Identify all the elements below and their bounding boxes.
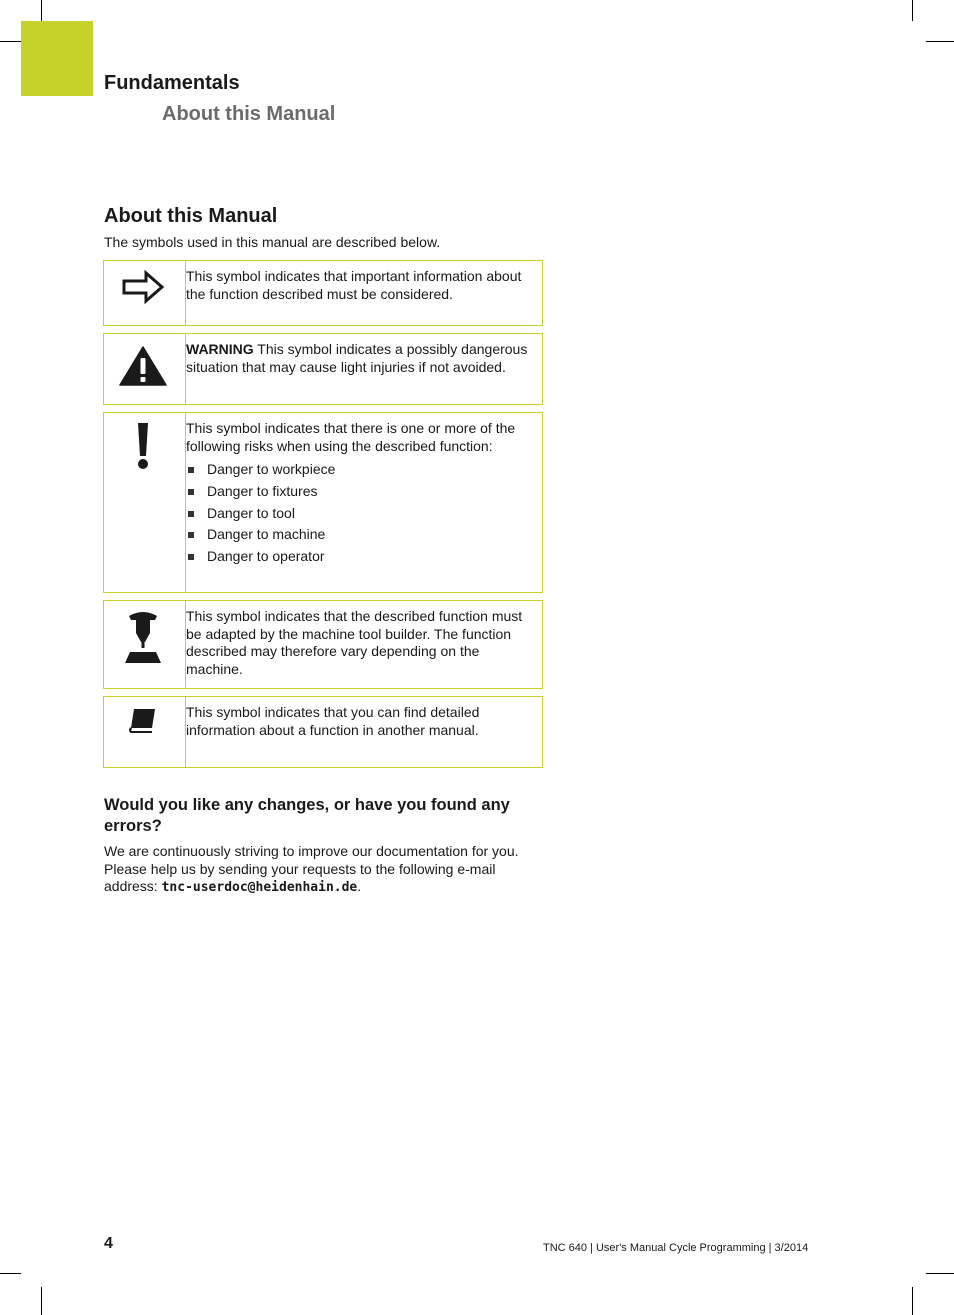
symbol-box-reference xyxy=(103,696,543,768)
bullet-square-icon xyxy=(188,532,194,538)
intro-text: The symbols used in this manual are described below. xyxy=(104,234,441,250)
warning-text: This symbol indicates a possibly dangerous situation that may cause light injuries if not avoided. xyxy=(186,341,528,375)
warning-label: WARNING xyxy=(186,341,254,357)
crop-mark xyxy=(926,1273,954,1274)
symbol-box-risks xyxy=(103,412,543,593)
list-item: Danger to machine xyxy=(186,524,535,546)
list-item: Danger to workpiece xyxy=(186,459,535,481)
arrow-icon xyxy=(117,270,169,304)
list-item: Danger to fixtures xyxy=(186,481,535,503)
bullet-square-icon xyxy=(188,489,194,495)
crop-mark xyxy=(912,1287,913,1315)
feedback-heading: Would you like any changes, or have you found any errors? xyxy=(104,796,510,835)
list-item: Danger to operator xyxy=(186,546,535,568)
crop-mark xyxy=(41,0,42,21)
section-subtitle: About this Manual xyxy=(162,103,336,125)
chapter-title: Fundamentals xyxy=(104,72,240,94)
crop-mark xyxy=(41,1287,42,1315)
warning-triangle-icon xyxy=(117,346,169,386)
page-number: 4 xyxy=(104,1235,113,1252)
symbol-box-note xyxy=(103,260,543,326)
symbol-description: This symbol indicates that important information about the function described must be considered. xyxy=(186,268,522,302)
symbol-description xyxy=(186,341,535,376)
exclamation-icon xyxy=(117,422,169,472)
book-icon xyxy=(117,706,169,734)
risk-list xyxy=(186,459,535,567)
crop-mark xyxy=(912,0,913,21)
symbol-description: This symbol indicates that the described function must be adapted by the machine tool builder. The function described may therefore vary depending on the machine. xyxy=(186,608,523,677)
symbol-description: This symbol indicates that you can find detailed information about a function in another manual. xyxy=(186,704,480,738)
bullet-square-icon xyxy=(188,554,194,560)
feedback-email-link[interactable]: tnc-userdoc@heidenhain.de xyxy=(161,880,358,896)
feedback-text: We are continuously striving to improve our documentation for you. Please help us by sending your requests to the following e-mail address: tnc-userdoc@heidenhain.de. xyxy=(104,843,519,896)
symbol-box-warning xyxy=(103,333,543,405)
crop-mark xyxy=(926,41,954,42)
chapter-tab-block xyxy=(21,21,93,96)
symbol-box-machine-builder xyxy=(103,600,543,689)
symbol-description xyxy=(186,420,535,568)
footer-text: TNC 640 | User's Manual Cycle Programming | 3/2014 xyxy=(543,1242,809,1254)
machine-tool-icon xyxy=(117,610,169,666)
bullet-square-icon xyxy=(188,511,194,517)
risk-intro: This symbol indicates that there is one or more of the following risks when using the described function: xyxy=(186,420,516,454)
bullet-square-icon xyxy=(188,467,194,473)
crop-mark xyxy=(0,41,21,42)
crop-mark xyxy=(0,1273,21,1274)
list-item: Danger to tool xyxy=(186,503,535,525)
page-heading: About this Manual xyxy=(104,205,278,227)
